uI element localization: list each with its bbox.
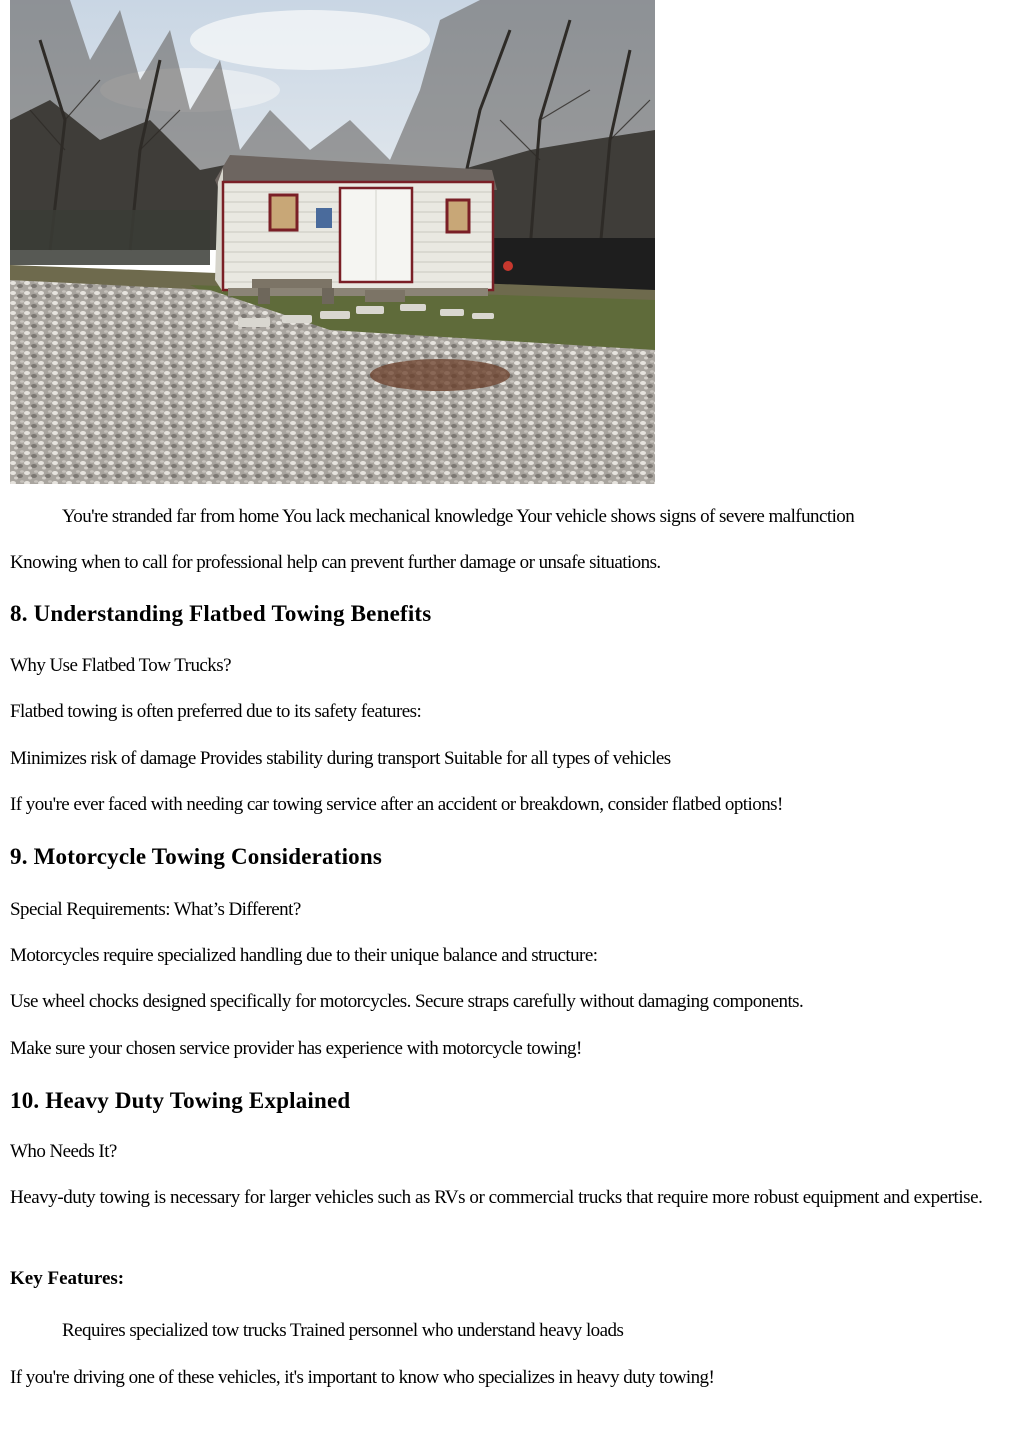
subheading-key-features: Key Features: (10, 1268, 125, 1289)
paragraph-help-reasons: You're stranded far from home You lack mechanical knowledge Your vehicle shows signs of severe malfunction (62, 506, 855, 527)
subheading-special-requirements: Special Requirements: What’s Different? (10, 899, 301, 920)
paragraph-key-features-list: Requires specialized tow trucks Trained personnel who understand heavy loads (62, 1320, 624, 1341)
paragraph-heavy-duty-description: Heavy-duty towing is necessary for larger vehicles such as RVs or commercial trucks that require more robust equipment and expertise. (10, 1187, 983, 1208)
heading-flatbed-towing: 8. Understanding Flatbed Towing Benefits (10, 601, 432, 626)
shed-photo (10, 0, 655, 484)
subheading-who-needs-it: Who Needs It? (10, 1141, 117, 1162)
paragraph-motorcycle-tips: Use wheel chocks designed specifically for motorcycles. Secure straps carefully without damaging components. (10, 991, 804, 1012)
paragraph-professional-help: Knowing when to call for professional help can prevent further damage or unsafe situations. (10, 552, 661, 573)
heading-motorcycle-towing: 9. Motorcycle Towing Considerations (10, 844, 383, 869)
paragraph-motorcycle-handling: Motorcycles require specialized handling due to their unique balance and structure: (10, 945, 598, 966)
paragraph-flatbed-benefits: Minimizes risk of damage Provides stability during transport Suitable for all types of vehicles (10, 748, 671, 769)
paragraph-flatbed-preferred: Flatbed towing is often preferred due to its safety features: (10, 701, 422, 722)
paragraph-flatbed-options: If you're ever faced with needing car towing service after an accident or breakdown, consider flatbed options! (10, 794, 783, 815)
paragraph-motorcycle-provider: Make sure your chosen service provider has experience with motorcycle towing! (10, 1038, 582, 1059)
subheading-why-flatbed: Why Use Flatbed Tow Trucks? (10, 655, 231, 676)
paragraph-heavy-duty-closing: If you're driving one of these vehicles, it's important to know who specializes in heavy duty towing! (10, 1367, 715, 1388)
heading-heavy-duty-towing: 10. Heavy Duty Towing Explained (10, 1088, 351, 1113)
